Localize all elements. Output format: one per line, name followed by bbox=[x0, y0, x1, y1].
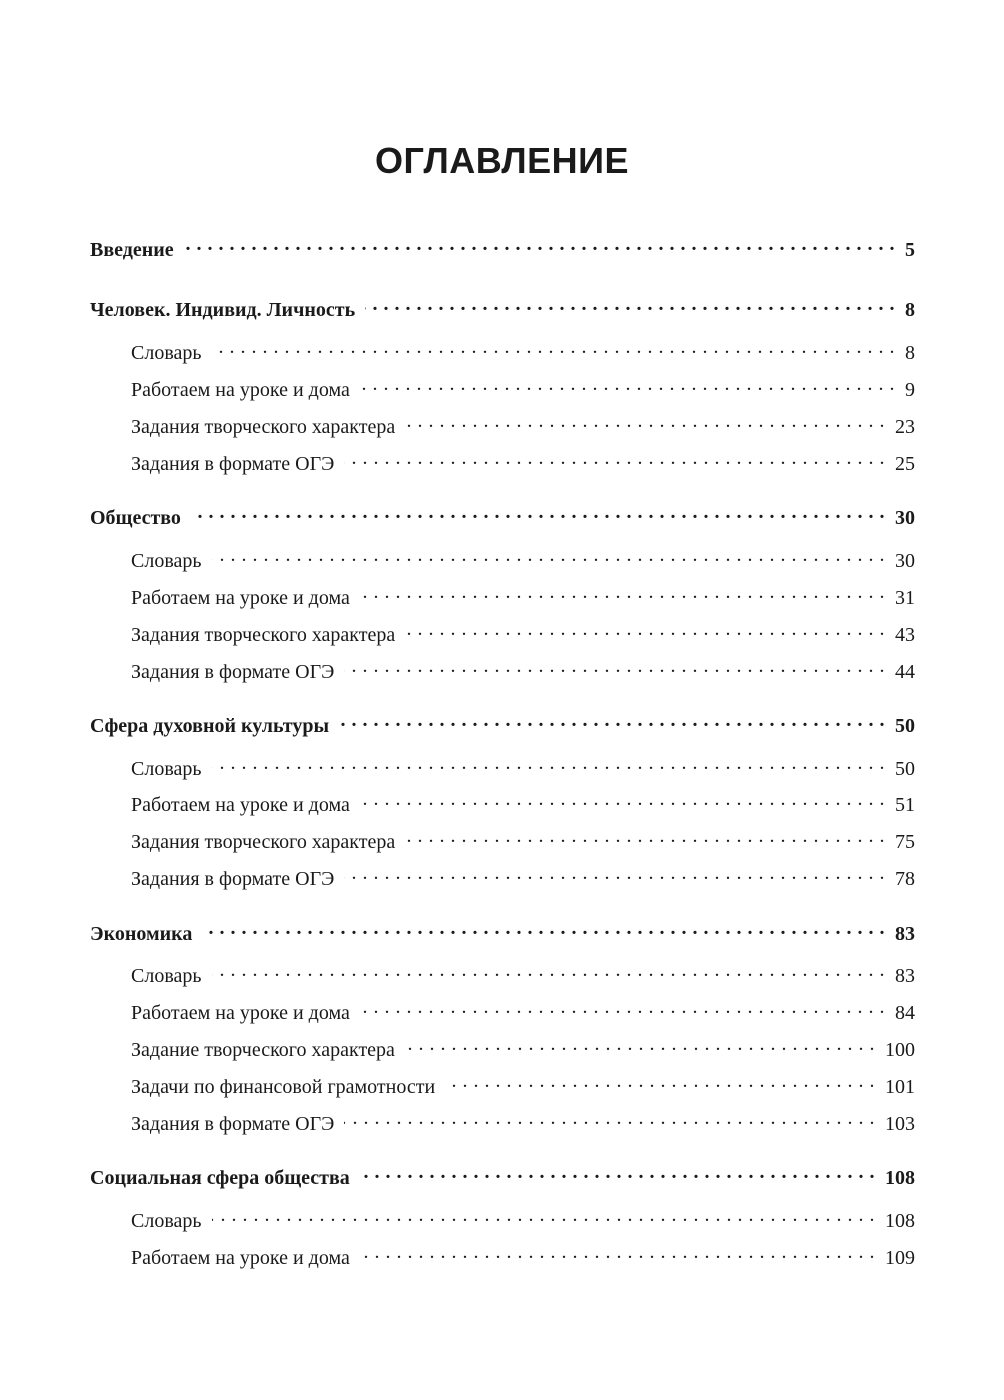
toc-subitem-title: Словарь bbox=[131, 1210, 202, 1232]
toc-subitem bbox=[90, 791, 915, 817]
toc-subitem-title: Задание творческого характера bbox=[131, 1039, 395, 1061]
toc-page-number: 8 bbox=[905, 299, 915, 321]
toc-section-title: Человек. Индивид. Личность bbox=[90, 299, 356, 321]
toc-page-number: 44 bbox=[895, 661, 915, 683]
toc-page-number: 108 bbox=[885, 1167, 915, 1189]
toc-subitem-title: Работаем на уроке и дома bbox=[131, 794, 350, 816]
toc-page-number: 84 bbox=[895, 1002, 915, 1024]
toc-subitem-title: Словарь bbox=[131, 342, 202, 364]
toc-section-title: Общество bbox=[90, 507, 181, 529]
toc-section-title: Введение bbox=[90, 239, 174, 261]
toc-page-number: 51 bbox=[895, 794, 915, 816]
dot-leader bbox=[360, 1244, 875, 1264]
toc-section bbox=[90, 712, 915, 738]
dot-leader bbox=[344, 1110, 875, 1130]
toc-subitem bbox=[90, 621, 915, 647]
toc-subitem-title: Словарь bbox=[131, 550, 202, 572]
toc-page-number: 25 bbox=[895, 453, 915, 475]
toc-subitem-title: Работаем на уроке и дома bbox=[131, 379, 350, 401]
toc-page-number: 100 bbox=[885, 1039, 915, 1061]
toc-subitem-title: Задания в формате ОГЭ bbox=[131, 661, 335, 683]
toc-subitem-title: Задания творческого характера bbox=[131, 416, 396, 438]
toc-section bbox=[90, 236, 915, 262]
dot-leader bbox=[212, 755, 886, 775]
toc-section-title: Социальная сфера общества bbox=[90, 1167, 350, 1189]
dot-leader bbox=[405, 621, 885, 641]
toc-subitem bbox=[90, 1244, 915, 1270]
toc-subitem-title: Словарь bbox=[131, 965, 202, 987]
toc-page-number: 50 bbox=[895, 715, 915, 737]
toc-page-number: 23 bbox=[895, 416, 915, 438]
toc-subitem bbox=[90, 547, 915, 573]
toc-section bbox=[90, 920, 915, 946]
toc-subitem-title: Задания творческого характера bbox=[131, 624, 396, 646]
dot-leader bbox=[344, 658, 885, 678]
dot-leader bbox=[445, 1073, 875, 1093]
dot-leader bbox=[360, 584, 885, 604]
toc-page-number: 30 bbox=[895, 507, 915, 529]
toc-page-number: 108 bbox=[885, 1210, 915, 1232]
toc-page-number: 43 bbox=[895, 624, 915, 646]
dot-leader bbox=[212, 1207, 876, 1227]
toc-subitem bbox=[90, 450, 915, 476]
dot-leader bbox=[360, 791, 885, 811]
toc-subitem-title: Работаем на уроке и дома bbox=[131, 587, 350, 609]
toc-subitem bbox=[90, 865, 915, 891]
toc-subitem bbox=[90, 1207, 915, 1233]
toc-page-number: 83 bbox=[895, 965, 915, 987]
toc-page-number: 109 bbox=[885, 1247, 915, 1269]
dot-leader bbox=[365, 296, 895, 316]
toc-page-number: 78 bbox=[895, 868, 915, 890]
toc-subitem-title: Работаем на уроке и дома bbox=[131, 1247, 350, 1269]
toc-subitem bbox=[90, 962, 915, 988]
dot-leader bbox=[405, 828, 885, 848]
toc-page-number: 50 bbox=[895, 758, 915, 780]
toc-subitem-title: Задания в формате ОГЭ bbox=[131, 1113, 335, 1135]
toc-subitem bbox=[90, 1036, 915, 1062]
dot-leader bbox=[212, 547, 886, 567]
toc-page-number: 5 bbox=[905, 239, 915, 261]
toc-subitem bbox=[90, 999, 915, 1025]
toc-subitem bbox=[90, 828, 915, 854]
toc-page-number: 30 bbox=[895, 550, 915, 572]
toc-subitem-title: Задания в формате ОГЭ bbox=[131, 453, 335, 475]
toc-subitem bbox=[90, 376, 915, 402]
dot-leader bbox=[405, 413, 885, 433]
toc-page-number: 83 bbox=[895, 923, 915, 945]
dot-leader bbox=[184, 236, 895, 256]
toc-subitem-title: Работаем на уроке и дома bbox=[131, 1002, 350, 1024]
dot-leader bbox=[360, 999, 885, 1019]
dot-leader bbox=[212, 339, 896, 359]
toc-subitem-title: Задания творческого характера bbox=[131, 831, 396, 853]
dot-leader bbox=[339, 712, 885, 732]
toc-page-number: 75 bbox=[895, 831, 915, 853]
page-title: ОГЛАВЛЕНИЕ bbox=[374, 140, 630, 181]
toc-subitem bbox=[90, 658, 915, 684]
toc-subitem bbox=[90, 339, 915, 365]
toc-subitem-title: Задания в формате ОГЭ bbox=[131, 868, 335, 890]
dot-leader bbox=[191, 504, 885, 524]
dot-leader bbox=[344, 865, 885, 885]
toc-subitem bbox=[90, 413, 915, 439]
dot-leader bbox=[344, 450, 885, 470]
toc-page-number: 103 bbox=[885, 1113, 915, 1135]
toc-section bbox=[90, 296, 915, 322]
toc-section-title: Экономика bbox=[90, 923, 193, 945]
toc-page-number: 101 bbox=[885, 1076, 915, 1098]
toc-subitem bbox=[90, 584, 915, 610]
toc-subitem bbox=[90, 1073, 915, 1099]
toc-subitem-title: Словарь bbox=[131, 758, 202, 780]
toc-page-number: 9 bbox=[905, 379, 915, 401]
dot-leader bbox=[202, 920, 885, 940]
dot-leader bbox=[405, 1036, 875, 1056]
toc-section-title: Сфера духовной культуры bbox=[90, 715, 330, 737]
dot-leader bbox=[212, 962, 886, 982]
toc-subitem bbox=[90, 1110, 915, 1136]
toc-section bbox=[90, 1164, 915, 1190]
toc-page-number: 31 bbox=[895, 587, 915, 609]
toc-subitem bbox=[90, 755, 915, 781]
toc-subitem-title: Задачи по финансовой грамотности bbox=[131, 1076, 436, 1098]
dot-leader bbox=[360, 1164, 875, 1184]
toc-page-number: 8 bbox=[905, 342, 915, 364]
dot-leader bbox=[360, 376, 895, 396]
toc-section bbox=[90, 504, 915, 530]
